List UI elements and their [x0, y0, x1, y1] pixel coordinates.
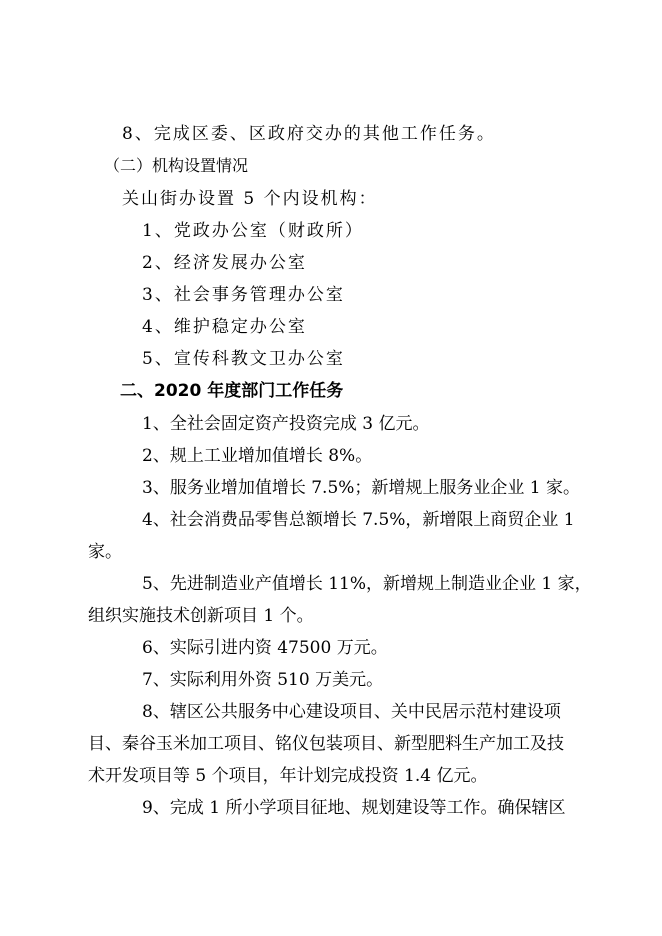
task-item-1: 1、全社会固定资产投资完成 3 亿元。: [142, 414, 430, 434]
task-item-9-line-1: 9、完成 1 所小学项目征地、规划建设等工作。确保辖区: [142, 798, 566, 818]
task-item-8-line-3: 术开发项目等 5 个项目，年计划完成投资 1.4 亿元。: [88, 766, 488, 786]
task-item-8-line-1: 8、辖区公共服务中心建设项目、关中民居示范村建设项: [142, 702, 561, 722]
list-item-office-3: 3、社会事务管理办公室: [142, 285, 345, 305]
section-heading-2020-tasks: 二、2020 年度部门工作任务: [120, 381, 344, 401]
section-heading-org-setup: （二）机构设置情况: [104, 156, 249, 175]
list-item-office-1: 1、党政办公室（财政所）: [142, 221, 364, 241]
task-item-6: 6、实际引进内资 47500 万元。: [142, 638, 388, 658]
task-item-3: 3、服务业增加值增长 7.5%；新增规上服务业企业 1 家。: [142, 478, 581, 498]
paragraph-org-intro: 关山街办设置 5 个内设机构：: [122, 189, 378, 209]
task-item-4-line-2: 家。: [88, 542, 122, 562]
paragraph-task-8: 8、完成区委、区政府交办的其他工作任务。: [122, 124, 496, 144]
task-item-2: 2、规上工业增加值增长 8%。: [142, 446, 373, 466]
list-item-office-4: 4、维护稳定办公室: [142, 317, 307, 337]
task-item-5-line-1: 5、先进制造业产值增长 11%，新增规上制造业企业 1 家，: [142, 574, 592, 594]
list-item-office-2: 2、经济发展办公室: [142, 253, 307, 273]
list-item-office-5: 5、宣传科教文卫办公室: [142, 349, 345, 369]
task-item-4-line-1: 4、社会消费品零售总额增长 7.5%，新增限上商贸企业 1: [142, 510, 575, 530]
task-item-8-line-2: 目、秦谷玉米加工项目、铭仪包装项目、新型肥料生产加工及技: [88, 734, 564, 754]
task-item-7: 7、实际利用外资 510 万美元。: [142, 670, 384, 690]
task-item-5-line-2: 组织实施技术创新项目 1 个。: [88, 606, 314, 626]
